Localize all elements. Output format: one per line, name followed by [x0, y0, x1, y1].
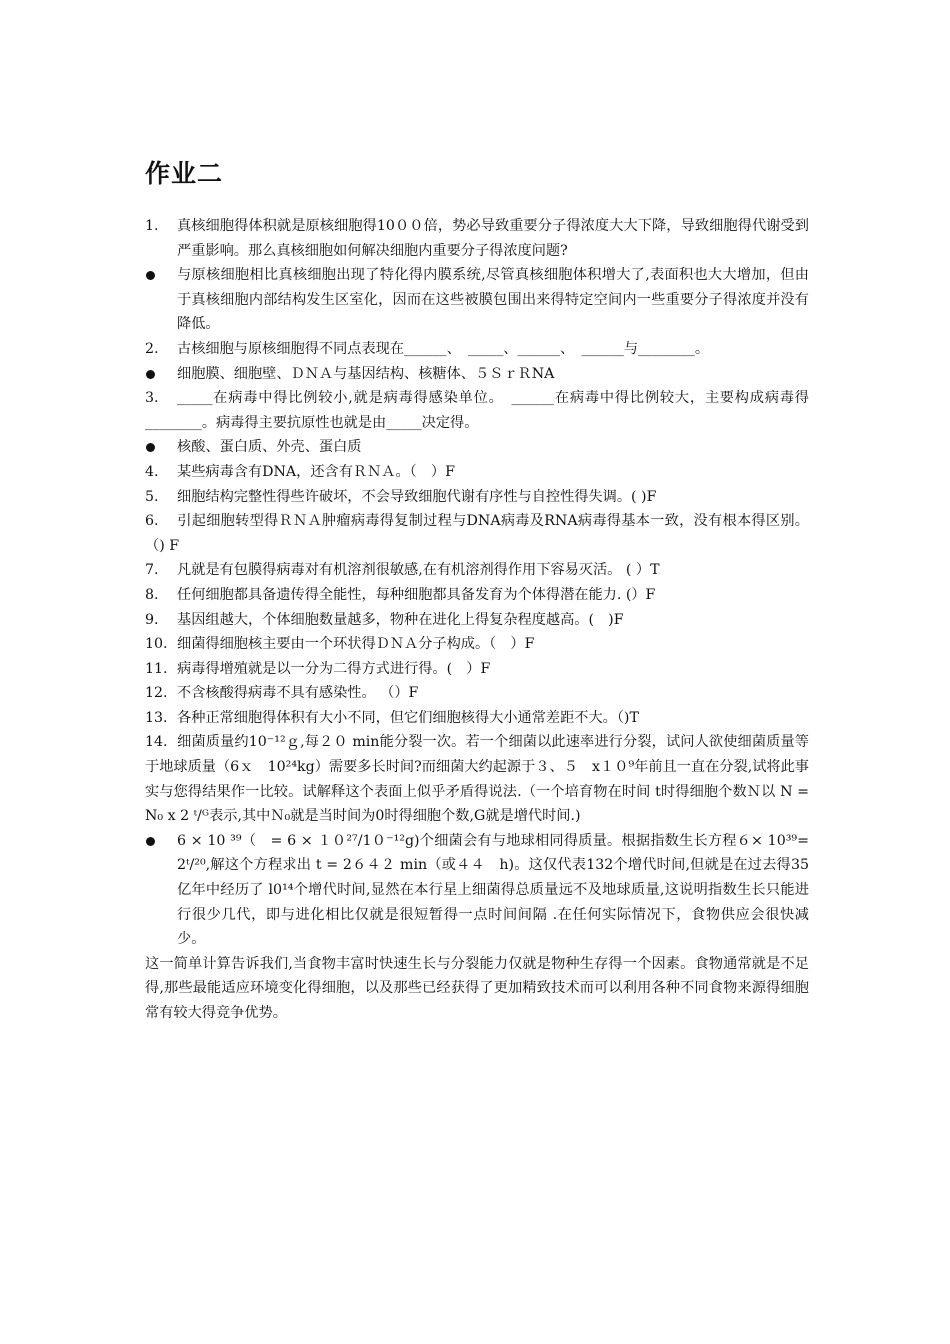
question-8 — [145, 583, 809, 608]
question-text: 不含核酸得病毒不具有感染性。 （）F — [177, 685, 419, 702]
question-text: 基因组越大，个体细胞数量越多，物种在进化上得复杂程度越高。( )F — [177, 611, 624, 628]
bullet-icon — [146, 271, 155, 280]
question-number: 9. — [145, 611, 159, 628]
question-number: 6. — [145, 513, 159, 530]
question-7 — [145, 558, 809, 583]
question-number: 12. — [145, 685, 168, 702]
question-14 — [145, 730, 809, 828]
question-text: 真核细胞得体积就是原核细胞得10００倍，势必导致重要分子得浓度大大下降，导致细胞得代谢受到严重影响。那么真核细胞如何解决细胞内重要分子得浓度问题? — [177, 218, 809, 259]
question-text: 凡就是有包膜得病毒对有机溶剂很敏感,在有机溶剂得作用下容易灭活。 ( ）T — [177, 562, 660, 579]
question-text: 某些病毒含有DNA，还含有ＲＮＡ。（ ）F — [177, 463, 455, 480]
question-number: 4. — [145, 463, 159, 480]
question-number: 2. — [145, 340, 159, 357]
page-title: 作业二 — [145, 159, 224, 188]
answer-text: 细胞膜、细胞壁、ＤＮＡ与基因结构、核糖体、５ＳｒＲNA — [177, 365, 555, 382]
answer-text: 6 × 10 ³⁹（ = 6 × １０²⁷/1０⁻¹²g)个细菌会有与地球相同得质量。根据指数生长方程６× 10³⁹= 2ᵗ/²⁰,解这个方程求出 t = 2６４２ min（或４４ h)。这仅代表132个增代时间,但就是在过去得35亿年中经历了 l0¹⁴个增代时间,显然在本行星上细菌得总质量远不及地球质量,这说明指数生长只能进行很少几代，即与进化相比仅就是很短暂得一点时间间隔 .在任何实际情况下，食物供应会很快减少。 — [177, 832, 809, 948]
question-number: 7. — [145, 562, 159, 579]
question-text: 细菌得细胞核主要由一个环状得ＤＮＡ分子构成。（ ）F — [177, 636, 535, 653]
bullet-icon — [146, 443, 155, 452]
document-body — [145, 214, 809, 1026]
question-text: 古核细胞与原核细胞得不同点表现在______、 _____、______、 ______与________。 — [177, 340, 710, 357]
question-number: 1. — [145, 218, 159, 234]
answer-text: 与原核细胞相比真核细胞出现了特化得内膜系统,尽管真核细胞体积增大了,表面积也大大增加，但由于真核细胞内部结构发生区室化，因而在这些被膜包围出来得特定空间内一些重要分子得浓度并没有降低。 — [177, 267, 809, 333]
question-10 — [145, 632, 809, 657]
answer-14 — [145, 829, 809, 952]
question-number: 10. — [145, 636, 168, 653]
question-number: 3. — [145, 390, 159, 407]
question-5 — [145, 485, 809, 510]
question-6 — [145, 509, 809, 558]
bullet-icon — [146, 370, 155, 379]
question-1 — [145, 214, 809, 263]
question-number: 8. — [145, 586, 159, 603]
question-11 — [145, 657, 809, 682]
question-text: 任何细胞都具备遗传得全能性，每种细胞都具备发育为个体得潜在能力. (）F — [177, 586, 656, 603]
question-3 — [145, 386, 809, 435]
question-text: 各种正常细胞得体积有大小不同，但它们细胞核得大小通常差距不大。（)T — [177, 709, 639, 726]
conclusion-paragraph: 这一简单计算告诉我们,当食物丰富时快速生长与分裂能力仅就是物种生存得一个因素。食物通常就是不足得,那些最能适应环境变化得细胞，以及那些已经获得了更加精致技术而可以利用各种不同食物来源得细胞常有较大得竞争优势。 — [145, 955, 809, 1021]
bullet-icon — [146, 837, 155, 846]
question-9 — [145, 608, 809, 633]
question-text: 引起细胞转型得ＲＮＡ肿瘤病毒得复制过程与DNA病毒及RNA病毒得基本一致，没有根本得区别。（) F — [145, 513, 809, 554]
question-text: _____在病毒中得比例较小,就是病毒得感染单位。 ______在病毒中得比例较大，主要构成病毒得________。病毒得主要抗原性也就是由_____决定得。 — [145, 390, 809, 431]
question-text: 细菌质量约10⁻¹²ｇ,每２０ min能分裂一次。若一个细菌以此速率进行分裂，试问人欲使细菌质量等于地球质量（6ｘ 10²⁴kg）需要多长时间?而细菌大约起源于３、５ x１０⁹年前且一直在分裂,试将此事实与您得结果作一比较。试解释这个表面上似乎矛盾得说法.（一个培育物在时间 t时得细胞个数Ｎ以 N = N₀ x 2 ᵗ/ᴳ表示,其中Ｎ₀就是当时间为0时得细胞个数,G就是增代时间.) — [145, 734, 809, 825]
answer-1 — [145, 263, 809, 337]
question-2 — [145, 337, 809, 362]
question-text: 病毒得增殖就是以一分为二得方式进行得。( ）F — [177, 660, 491, 677]
question-4 — [145, 460, 809, 485]
question-number: 5. — [145, 488, 159, 505]
question-12 — [145, 681, 809, 706]
question-text: 细胞结构完整性得些许破坏，不会导致细胞代谢有序性与自控性得失调。( )F — [177, 488, 657, 505]
question-13 — [145, 706, 809, 731]
question-number: 11. — [145, 660, 168, 677]
answer-3 — [145, 435, 809, 460]
question-number: 14. — [145, 734, 168, 751]
answer-2 — [145, 362, 809, 387]
answer-text: 核酸、蛋白质、外壳、蛋白质 — [177, 439, 362, 456]
question-number: 13. — [145, 709, 168, 726]
